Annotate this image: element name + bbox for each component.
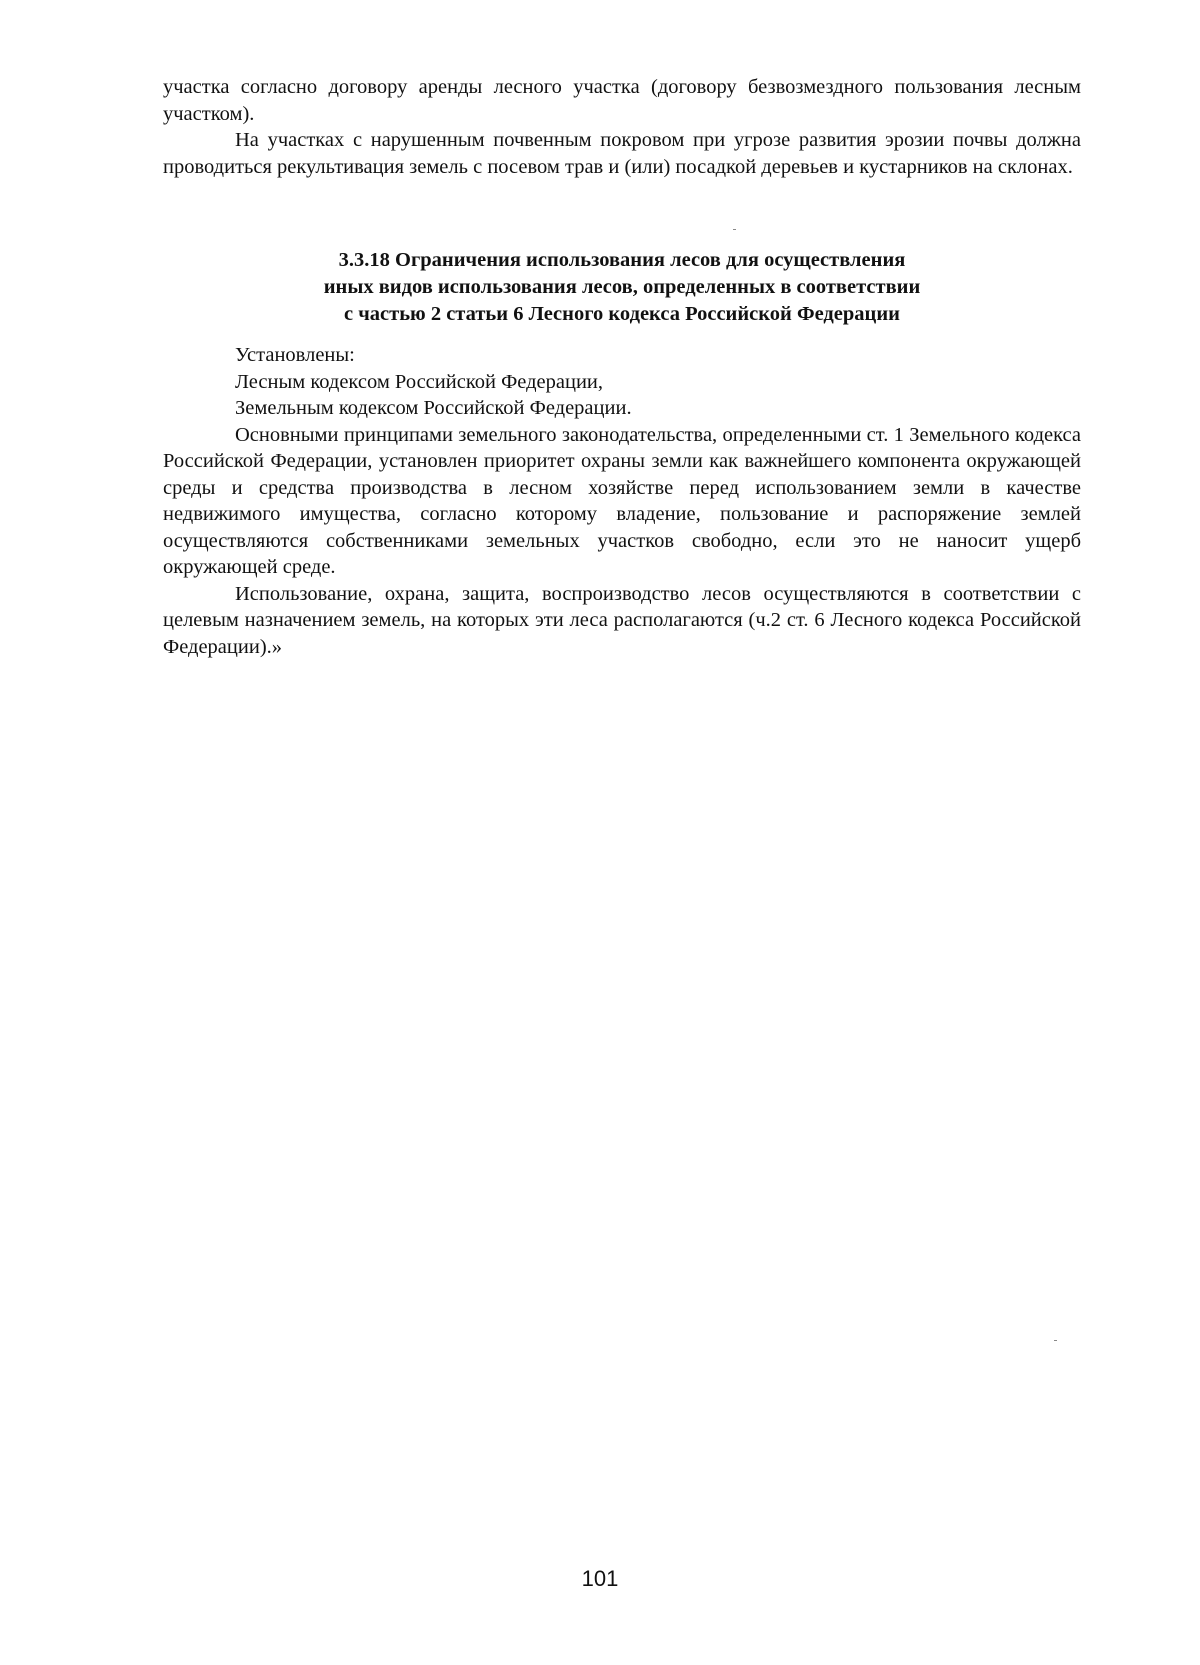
intro-paragraph-continued: участка согласно договору аренды лесного участка (договору безвозмездного пользования лесным участком). [163, 76, 1081, 125]
section-body [163, 342, 1081, 660]
section-paragraph-principles: Основными принципами земельного законодательства, определенными ст. 1 Земельного кодекса Российской Федерации, установлен приоритет охраны земли как важнейшего компонента окружающей среды и средства производства в лесном хозяйстве перед использованием земли в качестве недвижимого имущества, согласно которому владение, пользование и распоряжение землей осуществляются собственниками земельных участков свободно, если это не наносит ущерб окружающей среде. [163, 423, 1081, 578]
established-item: Лесным кодексом Российской Федерации, [235, 370, 604, 393]
section-heading-line: иных видов использования лесов, определенных в соответствии [323, 276, 921, 298]
established-item: Земельным кодексом Российской Федерации. [235, 397, 632, 419]
section-heading [163, 247, 1081, 328]
intro-paragraph-recultivation: На участках с нарушенным почвенным покровом при угрозе развития эрозии почвы должна проводиться рекультивация земель с посевом трав и (или) посадкой деревьев и кустарников на склонах. [163, 129, 1081, 178]
scan-speck [1054, 1340, 1057, 1341]
scan-speck [733, 229, 736, 230]
intro-text [163, 74, 1081, 180]
section-heading-line: 3.3.18 Ограничения использования лесов для осуществления [338, 249, 906, 271]
established-label: Установлены: [235, 344, 355, 366]
page-number: 101 [581, 1566, 619, 1591]
section-heading-line: с частью 2 статьи 6 Лесного кодекса Российской Федерации [344, 303, 900, 325]
section-paragraph-usage: Использование, охрана, защита, воспроизводство лесов осуществляются в соответствии с целевым назначением земель, на которых эти леса располагаются (ч.2 ст. 6 Лесного кодекса Российской Федерации).» [163, 582, 1081, 658]
